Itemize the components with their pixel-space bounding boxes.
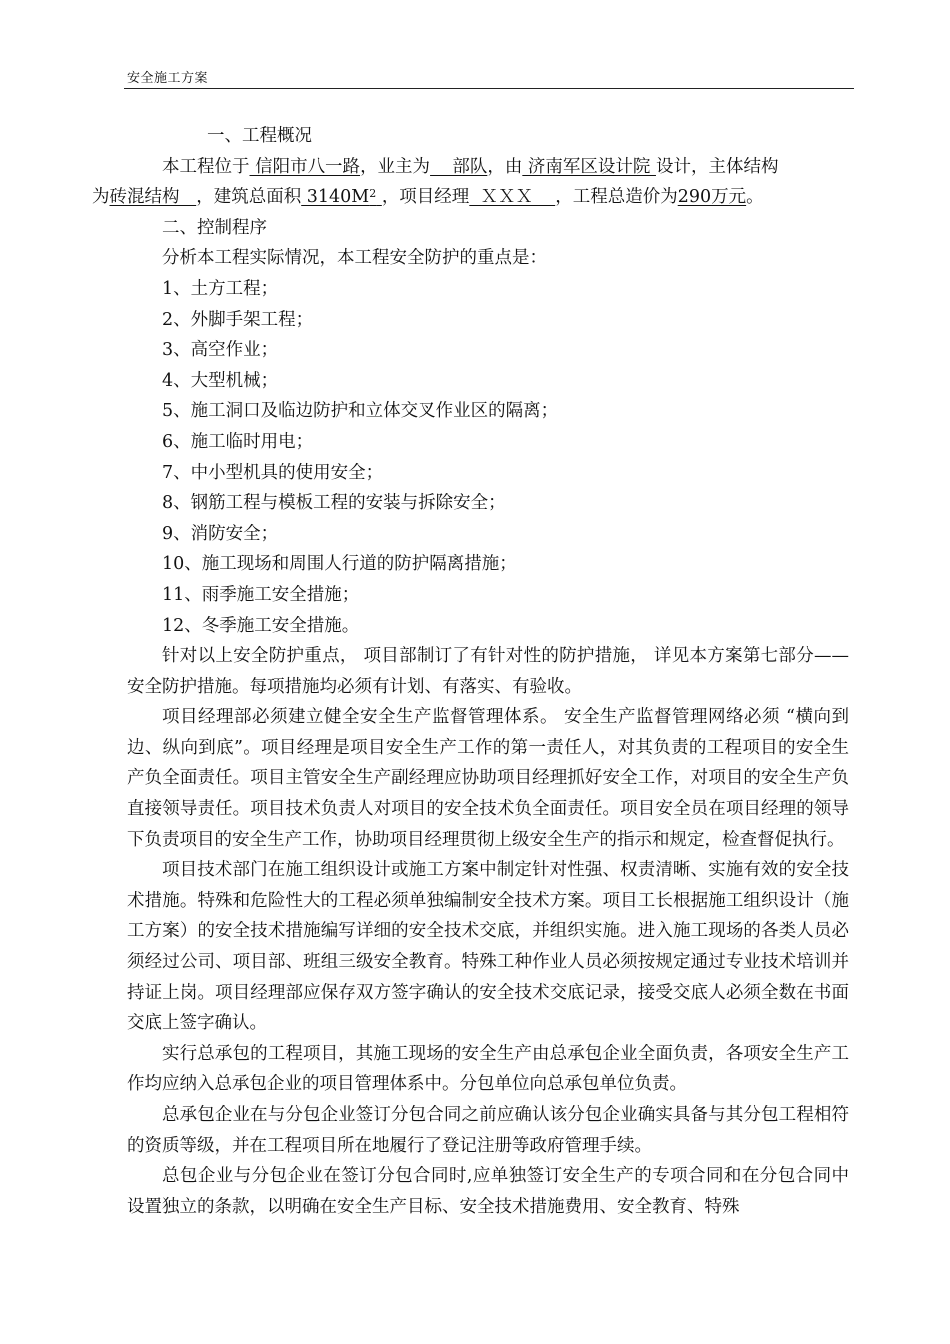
list-item: 5、施工洞口及临边防护和立体交叉作业区的隔离；	[162, 401, 559, 422]
area-number: 3140M	[301, 187, 370, 208]
area-value	[301, 187, 382, 207]
overview-text: ，业主为	[360, 156, 431, 177]
overview-text: 为	[92, 187, 110, 208]
technical-paragraph: 项目技术部门在施工组织设计或施工方案中制定针对性强、权责清晰、实施有效的安全技术措施。特殊和危险性大的工程必须单独编制安全技术方案。项目工长根据施工组织设计（施工方案）的安全技术措施编写详细的安全技术交底，并组织实施。进入施工现场的各类人员必须经过公司、项目部、班组三级安全教育。特殊工种作业人员必须按规定通过专业技术培训并持证上岗。项目经理部应保存双方签字确认的安全技术交底记录，接受交底人必须全数在书面交底上签字确认。	[127, 860, 849, 1034]
cost-value: 290万元	[677, 187, 747, 208]
overview-text: ，由	[487, 156, 523, 177]
list-item: 8、钢筋工程与模板工程的安装与拆除安全；	[162, 493, 506, 514]
list-item: 4、大型机械；	[162, 370, 279, 391]
list-item: 6、施工临时用电；	[162, 431, 314, 452]
overview-text: ，工程总造价为	[555, 187, 678, 208]
overview-text: 设计，主体结构	[655, 156, 779, 177]
overview-text: ，建筑总面积	[196, 187, 302, 208]
owner-value: 部队	[430, 156, 488, 177]
overview-paragraph	[92, 152, 849, 213]
measures-paragraph: 针对以上安全防护重点， 项目部制订了有针对性的防护措施， 详见本方案第七部分——安全防护措施。每项措施均必须有计划、有落实、有验收。	[127, 646, 849, 697]
list-item: 9、消防安全；	[162, 523, 279, 544]
list-item: 12、冬季施工安全措施。	[162, 615, 360, 636]
qualification-paragraph: 总承包企业在与分包企业签订分包合同之前应确认该分包企业确实具备与其分包工程相符的资质等级，并在工程项目所在地履行了登记注册等政府管理手续。	[127, 1105, 849, 1156]
overview-text: 。	[746, 187, 764, 208]
structure-value: 砖混结构	[109, 187, 197, 208]
list-item: 3、高空作业；	[162, 340, 279, 361]
designer-value: 济南军区设计院	[522, 156, 656, 177]
header-divider	[124, 88, 854, 89]
section-heading-control: 二、控制程序	[162, 217, 267, 238]
list-item: 7、中小型机具的使用安全；	[162, 462, 384, 483]
list-item: 10、施工现场和周围人行道的防护隔离措施；	[162, 554, 517, 575]
overview-text: 本工程位于	[162, 156, 250, 177]
area-superscript: 2	[369, 187, 377, 201]
list-item: 11、雨季施工安全措施；	[162, 584, 360, 605]
section-heading-overview: 一、工程概况	[207, 126, 312, 146]
location-value: 信阳市八一路	[249, 156, 361, 177]
document-body	[92, 121, 849, 1222]
system-paragraph: 项目经理部必须建立健全安全生产监督管理体系。 安全生产监督管理网络必须 “横向到边、纵向到底”。项目经理是项目安全生产工作的第一责任人，对其负责的工程项目的安全生产负全面责任。项目主管安全生产副经理应协助项目经理抓好安全工作，对项目的安全生产负直接领导责任。项目技术负责人对项目的安全技术负全面责任。项目安全员在项目经理的领导下负责项目的安全生产工作，协助项目经理贯彻上级安全生产的指示和规定，检查督促执行。	[127, 707, 849, 850]
manager-value: ＸＸＸ	[469, 187, 556, 208]
running-header: 安全施工方案	[127, 71, 209, 86]
overview-text: ，项目经理	[381, 187, 470, 208]
list-item: 1、土方工程；	[162, 278, 279, 299]
contract-paragraph: 总包企业与分包企业在签订分包合同时,应单独签订安全生产的专项合同和在分包合同中设置独立的条款，以明确在安全生产目标、安全技术措施费用、安全教育、特殊	[127, 1166, 849, 1217]
intro-paragraph: 分析本工程实际情况，本工程安全防护的重点是：	[162, 248, 547, 269]
list-item: 2、外脚手架工程；	[162, 309, 314, 330]
general-contract-paragraph: 实行总承包的工程项目，其施工现场的安全生产由总承包企业全面负责，各项安全生产工作均应纳入总承包企业的项目管理体系中。分包单位向总承包单位负责。	[127, 1043, 849, 1095]
